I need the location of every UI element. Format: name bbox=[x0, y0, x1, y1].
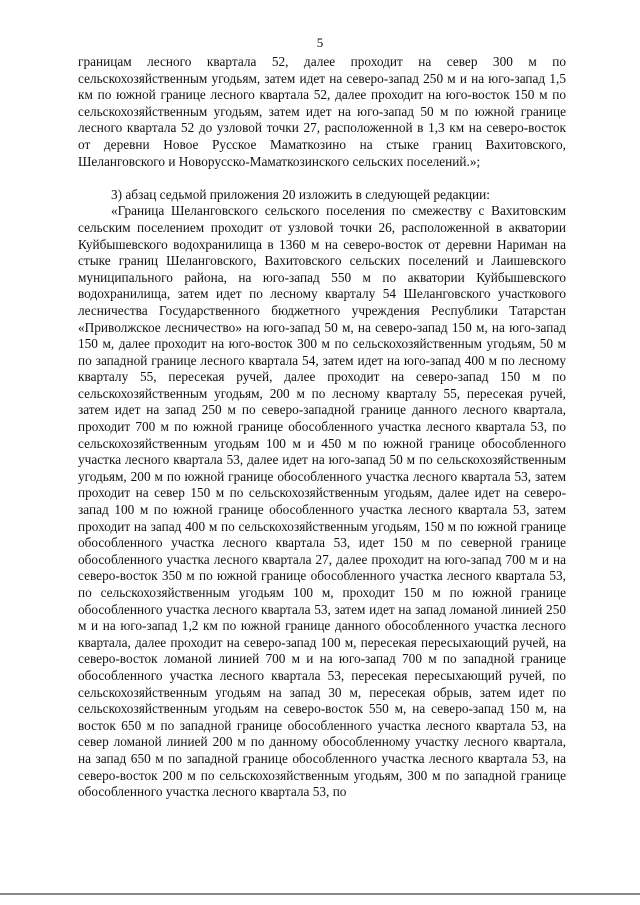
scan-bottom-edge bbox=[0, 893, 640, 895]
paragraph-amendment-item-3: 3) абзац седьмой приложения 20 изложить в следующей редакции: bbox=[111, 186, 490, 202]
page-number: 5 bbox=[316, 35, 324, 50]
document-body bbox=[78, 54, 566, 801]
paragraph-continuation: границам лесного квартала 52, далее проходит на север 300 м по сельскохозяйственным угодьям, затем идет на северо-запад 250 м и на юго-запад 1,5 км по южной границе лесного квартала 52, далее проходит на юго-восток 150 м по сельскохозяйственным угодьям, затем идет на юго-запад 50 м по южной границе лесного квартала 52 до узловой точки 27, расположенной в 1,3 км на северо-восток от деревни Новое Русское Маматкозино на стыке границ Вахитовского, Шеланговского и Новорусско-Маматкозинского сельских поселений.»; bbox=[78, 54, 566, 169]
paragraph-boundary-description: «Граница Шеланговского сельского поселения по смежеству с Вахитовским сельским поселением проходит от узловой точки 26, расположенной в акватории Куйбышевского водохранилища в 1360 м на северо-восток от деревни Нариман на стыке границ Шеланговского, Вахитовского сельских поселений и Лаишевского муниципального района, на юго-запад 550 м по акватории Куйбышевского водохранилища, затем идет по лесному кварталу 54 Шеланговского участкового лесничества Государственного бюджетного учреждения Республики Татарстан «Приволжское лесничество» на юго-запад 50 м, на северо-запад 150 м, на юго-запад 150 м, далее проходит на юго-восток 300 м по сельскохозяйственным угодьям, 50 м по западной границе лесного квартала 54, затем идет на юго-запад 400 м по лесному кварталу 55, пересекая ручей, далее проходит на северо-запад 150 м по сельскохозяйственным угодьям, 200 м по лесному кварталу 55, пересекая ручей, затем идет на запад 250 м по северо-западной границе данного лесного квартала, проходит 700 м по южной границе обособленного участка лесного квартала 53, по сельскохозяйственным угодьям 100 м и 450 м по южной границе обособленного участка лесного квартала 53, далее идет на юго-запад 50 м по сельскохозяйственным угодьям, 200 м по южной границе обособленного участка лесного квартала 53, затем проходит на север 150 м по сельскохозяйственным угодьям, далее идет на северо-запад 100 м по южной границе обособленного участка лесного квартала 53, затем проходит на запад 400 м по сельскохозяйственным угодьям, 150 м по южной границе обособленного участка лесного квартала 53, идет 150 м по северной границе обособленного участка лесного квартала 27, далее проходит на юго-запад 700 м и на северо-восток 350 м по южной границе обособленного участка лесного квартала 53, по сельскохозяйственным угодьям 100 м, проходит 150 м по южной границе обособленного участка лесного квартала 53, затем идет на запад ломаной линией 250 м и на юго-запад 1,2 км по южной границе данного обособленного участка лесного квартала, далее проходит на северо-запад 100 м, пересекая пересыхающий ручей, на северо-восток ломаной линией 700 м и на юго-запад 700 м по западной границе обособленного участка лесного квартала 53, пересекая пересыхающий ручей, по сельскохозяйственным угодьям на запад 30 м, пересекая обрыв, затем идет по сельскохозяйственным угодьям на северо-восток 550 м, на северо-запад 150 м, на восток 650 м по западной границе обособленного участка лесного квартала 53, на север ломаной линией 200 м по данному обособленному участку лесного квартала, на запад 650 м по западной границе обособленного участка лесного квартала 53, на северо-восток 200 м по сельскохозяйственным угодьям, 300 м по западной границе обособленного участка лесного квартала 53, по bbox=[78, 203, 566, 800]
